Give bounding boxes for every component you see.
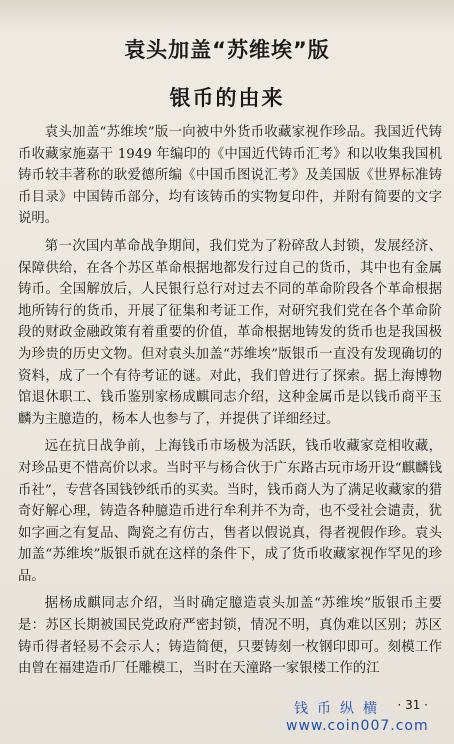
watermark-title: 钱币纵横 [294,701,386,717]
watermark-url: www.coin007.com [286,718,429,734]
page-footer [280,696,450,740]
article-body [18,122,442,680]
paragraph-2: 第一次国内革命战争期间，我们党为了粉碎敌人封锁，发展经济、保障供给，在各个苏区革命根据地都发行过自己的货币，其中也有金属铸币。全国解放后，人民银行总行对过去不同的革命阶段各个革命根据地所铸行的货币，开展了征集和考证工作，对研究我们党在各个革命阶段的财政金融政策有着重要的价值，革命根据地铸发的货币也是我国极为珍贵的历史文物。但对袁头加盖“苏维埃”版银币一直没有发现确切的资料，成了一个有待考证的谜。对此，我们曾进行了探索。据上海博物馆退休职工、钱币鉴别家杨成麒同志介绍，这种金属币是以钱币商平玉麟为主臆造的，杨本人也参与了，并提供了详细经过。 [18,238,442,427]
paragraph-4: 据杨成麒同志介绍，当时确定臆造袁头加盖“苏维埃”版银币主要是：苏区长期被国民党政府严密封锁，情况不明，真伪难以区别；苏区铸币得者轻易不会示人；铸造简便，只要铸刻一枚钢印即可。刻模工作由曾在福建造币厂任雕模工，当时在天潼路一家银楼工作的江 [18,596,442,677]
paragraph-3: 远在抗日战争前，上海钱币市场极为活跃，钱币收藏家竞相收藏，对珍品更不惜高价以求。当时平与杨合伙于广东路古玩市场开设“麒麟钱币社”，专营各国钱钞纸币的买卖。当时，钱币商人为了满足收藏家的猎奇好解心理，铸造各种臆造币进行牟利并不为奇，也不受社会谴责，犹如字画之有复品、陶瓷之有仿古，售者以假说真，得者视假作珍。袁头加盖“苏维埃”版银币就在这样的条件下，成了货币收藏家视作罕见的珍品。 [18,439,442,584]
page-subtitle: 银币的由来 [169,86,285,110]
page-number: · 31 · [397,698,428,712]
page-top-bleed [0,0,454,32]
paragraph-1: 袁头加盖“苏维埃”版一向被中外货币收藏家视作珍品。我国近代铸币收藏家施嘉干 1949 年编印的《中国近代铸币汇考》和以收集我国机铸币较丰著称的耿爱德所编《中国币图说汇考》及美国版《世界标准铸币目录》中国铸币部分，均有该铸币的实物复印件，并附有简要的文字说明。 [18,125,442,227]
page-title: 袁头加盖“苏维埃”版 [124,38,330,62]
